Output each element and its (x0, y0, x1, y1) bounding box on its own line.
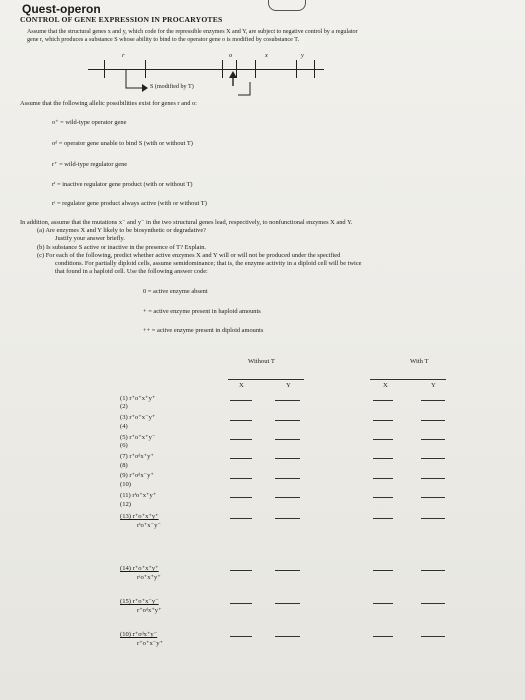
answer-blank[interactable] (421, 570, 445, 571)
answer-blank[interactable] (373, 570, 393, 571)
allele-item: o⁺ = wild-type operator gene (52, 119, 127, 126)
genotype-row: (11) rⁱo⁺x⁺y⁺ (120, 492, 157, 499)
header-rule (370, 379, 446, 380)
answer-blank[interactable] (230, 458, 252, 459)
answer-blank[interactable] (421, 458, 445, 459)
answer-blank[interactable] (421, 420, 445, 421)
code-absent: 0 = active enzyme absent (143, 288, 208, 295)
answer-blank[interactable] (275, 420, 300, 421)
genotype-row: (7) r⁺oᵈx⁺y⁺ (120, 453, 154, 460)
genotype-row: (10) (120, 481, 131, 488)
answer-blank[interactable] (421, 439, 445, 440)
answer-blank[interactable] (421, 603, 445, 604)
answer-blank[interactable] (275, 570, 300, 571)
genotype-row-diploid-top: (14) r⁺o⁺x⁺y⁺ (120, 565, 159, 572)
gene-r-label: r (122, 52, 125, 59)
genotype-row: (6) (120, 442, 128, 449)
answer-blank[interactable] (421, 400, 445, 401)
genotype-row-diploid-bottom: rᵗo⁺x⁺y⁺ (137, 574, 161, 581)
answer-blank[interactable] (275, 400, 300, 401)
allele-item: rⁱ = inactive regulator gene product (with or without T) (52, 181, 193, 188)
allele-item: rᵗ = regulator gene product always active (with or without T) (52, 200, 207, 207)
genotype-row-diploid-bottom: rⁱo⁺x⁻y⁻ (137, 522, 161, 529)
answer-blank[interactable] (421, 478, 445, 479)
question-a: (a) Are enzymes X and Y likely to be biosynthetic or degradative? (37, 227, 206, 234)
intro-line-2: gene r, which produces a substance S whose ability to bind to the operator gene o is modified by cosubstance T. (27, 37, 299, 43)
answer-blank[interactable] (373, 420, 393, 421)
allele-item: r⁺ = wild-type regulator gene (52, 161, 128, 168)
product-s-label: S (modified by T) (150, 84, 194, 90)
answer-blank[interactable] (373, 478, 393, 479)
answer-blank[interactable] (421, 636, 445, 637)
page-title: Quest-operon (22, 2, 101, 16)
answer-blank[interactable] (373, 518, 393, 519)
gene-boundary-tick (104, 60, 105, 78)
allele-item: oᵈ = operator gene unable to bind S (with or without T) (52, 140, 193, 147)
genotype-row-diploid-top: (10) r⁺oᵈx⁺y⁻ (120, 631, 158, 638)
question-b: (b) Is substance S active or inactive in the presence of T? Explain. (37, 244, 206, 251)
answer-blank[interactable] (230, 636, 252, 637)
intro-line-1: Assume that the structural genes x and y, which code for the repressible enzymes X and Y, are subject to negative control by a regulator (27, 29, 358, 35)
header-without-t: Without T (248, 358, 275, 365)
genotype-row: (3) r⁺o⁺x⁻y⁺ (120, 414, 156, 421)
answer-blank[interactable] (230, 478, 252, 479)
genotype-row: (4) (120, 423, 128, 430)
gene-o-label: o (229, 52, 233, 59)
answer-blank[interactable] (421, 497, 445, 498)
answer-blank[interactable] (421, 518, 445, 519)
gene-x-label: x (265, 52, 268, 59)
answer-blank[interactable] (373, 497, 393, 498)
answer-blank[interactable] (230, 518, 252, 519)
answer-blank[interactable] (373, 439, 393, 440)
genotype-row: (9) r⁺oᵈx⁻y⁺ (120, 472, 154, 479)
genotype-row: (5) r⁺o⁺x⁺y⁻ (120, 434, 156, 441)
answer-blank[interactable] (230, 497, 252, 498)
answer-blank[interactable] (275, 497, 300, 498)
addition-text: In addition, assume that the mutations x⁻ and y⁻ in the two structural genes lead, respectively, to nonfunctional enzymes X and Y. (20, 219, 353, 226)
gene-boundary-tick (296, 60, 297, 78)
genotype-row: (8) (120, 462, 128, 469)
header-rule (228, 379, 304, 380)
answer-blank[interactable] (230, 439, 252, 440)
genotype-row: (1) r⁺o⁺x⁺y⁺ (120, 395, 156, 402)
code-diploid: ++ = active enzyme present in diploid amounts (143, 327, 264, 334)
col-x-without: X (239, 382, 244, 389)
answer-blank[interactable] (230, 420, 252, 421)
answer-blank[interactable] (275, 636, 300, 637)
answer-blank[interactable] (275, 439, 300, 440)
answer-blank[interactable] (275, 478, 300, 479)
code-haploid: + = active enzyme present in haploid amounts (143, 308, 261, 315)
col-y-with: Y (431, 382, 436, 389)
answer-blank[interactable] (230, 400, 252, 401)
answer-blank[interactable] (275, 458, 300, 459)
question-c-line-3: that found in a haploid cell. Use the following answer code: (55, 268, 208, 275)
header-with-t: With T (410, 358, 429, 365)
answer-blank[interactable] (275, 603, 300, 604)
genotype-row-diploid-bottom: r⁺oᵈx⁺y⁺ (137, 607, 162, 614)
question-a-justify: Justify your answer briefly. (55, 235, 125, 242)
gene-y-label: y (301, 52, 304, 59)
col-x-with: X (383, 382, 388, 389)
alleles-intro: Assume that the following allelic possibilities exist for genes r and o: (20, 100, 197, 107)
regulator-arrows (120, 70, 280, 100)
genotype-row-diploid-bottom: r⁺o⁺x⁻y⁺ (137, 640, 164, 647)
question-c-line-2: conditions. For partially diploid cells, assume semidominance; that is, the enzyme activity in a diploid cell will be twice (55, 260, 362, 267)
answer-blank[interactable] (230, 603, 252, 604)
answer-blank[interactable] (230, 570, 252, 571)
answer-blank[interactable] (373, 636, 393, 637)
genotype-row: (2) (120, 403, 128, 410)
question-c: (c) For each of the following, predict whether active enzymes X and Y will or will not be produced under the specified (37, 252, 341, 259)
col-y-without: Y (286, 382, 291, 389)
answer-blank[interactable] (275, 518, 300, 519)
answer-blank[interactable] (373, 458, 393, 459)
answer-blank[interactable] (373, 400, 393, 401)
genotype-row-diploid-top: (15) r⁺o⁺x⁻y⁻ (120, 598, 159, 605)
genotype-row-diploid-top: (13) r⁺o⁺x⁺y⁺ (120, 513, 159, 520)
answer-blank[interactable] (373, 603, 393, 604)
page-subtitle: CONTROL OF GENE EXPRESSION IN PROCARYOTES (20, 15, 223, 24)
genotype-row: (12) (120, 501, 131, 508)
gene-boundary-tick (314, 60, 315, 78)
handwritten-scribble (268, 0, 306, 11)
